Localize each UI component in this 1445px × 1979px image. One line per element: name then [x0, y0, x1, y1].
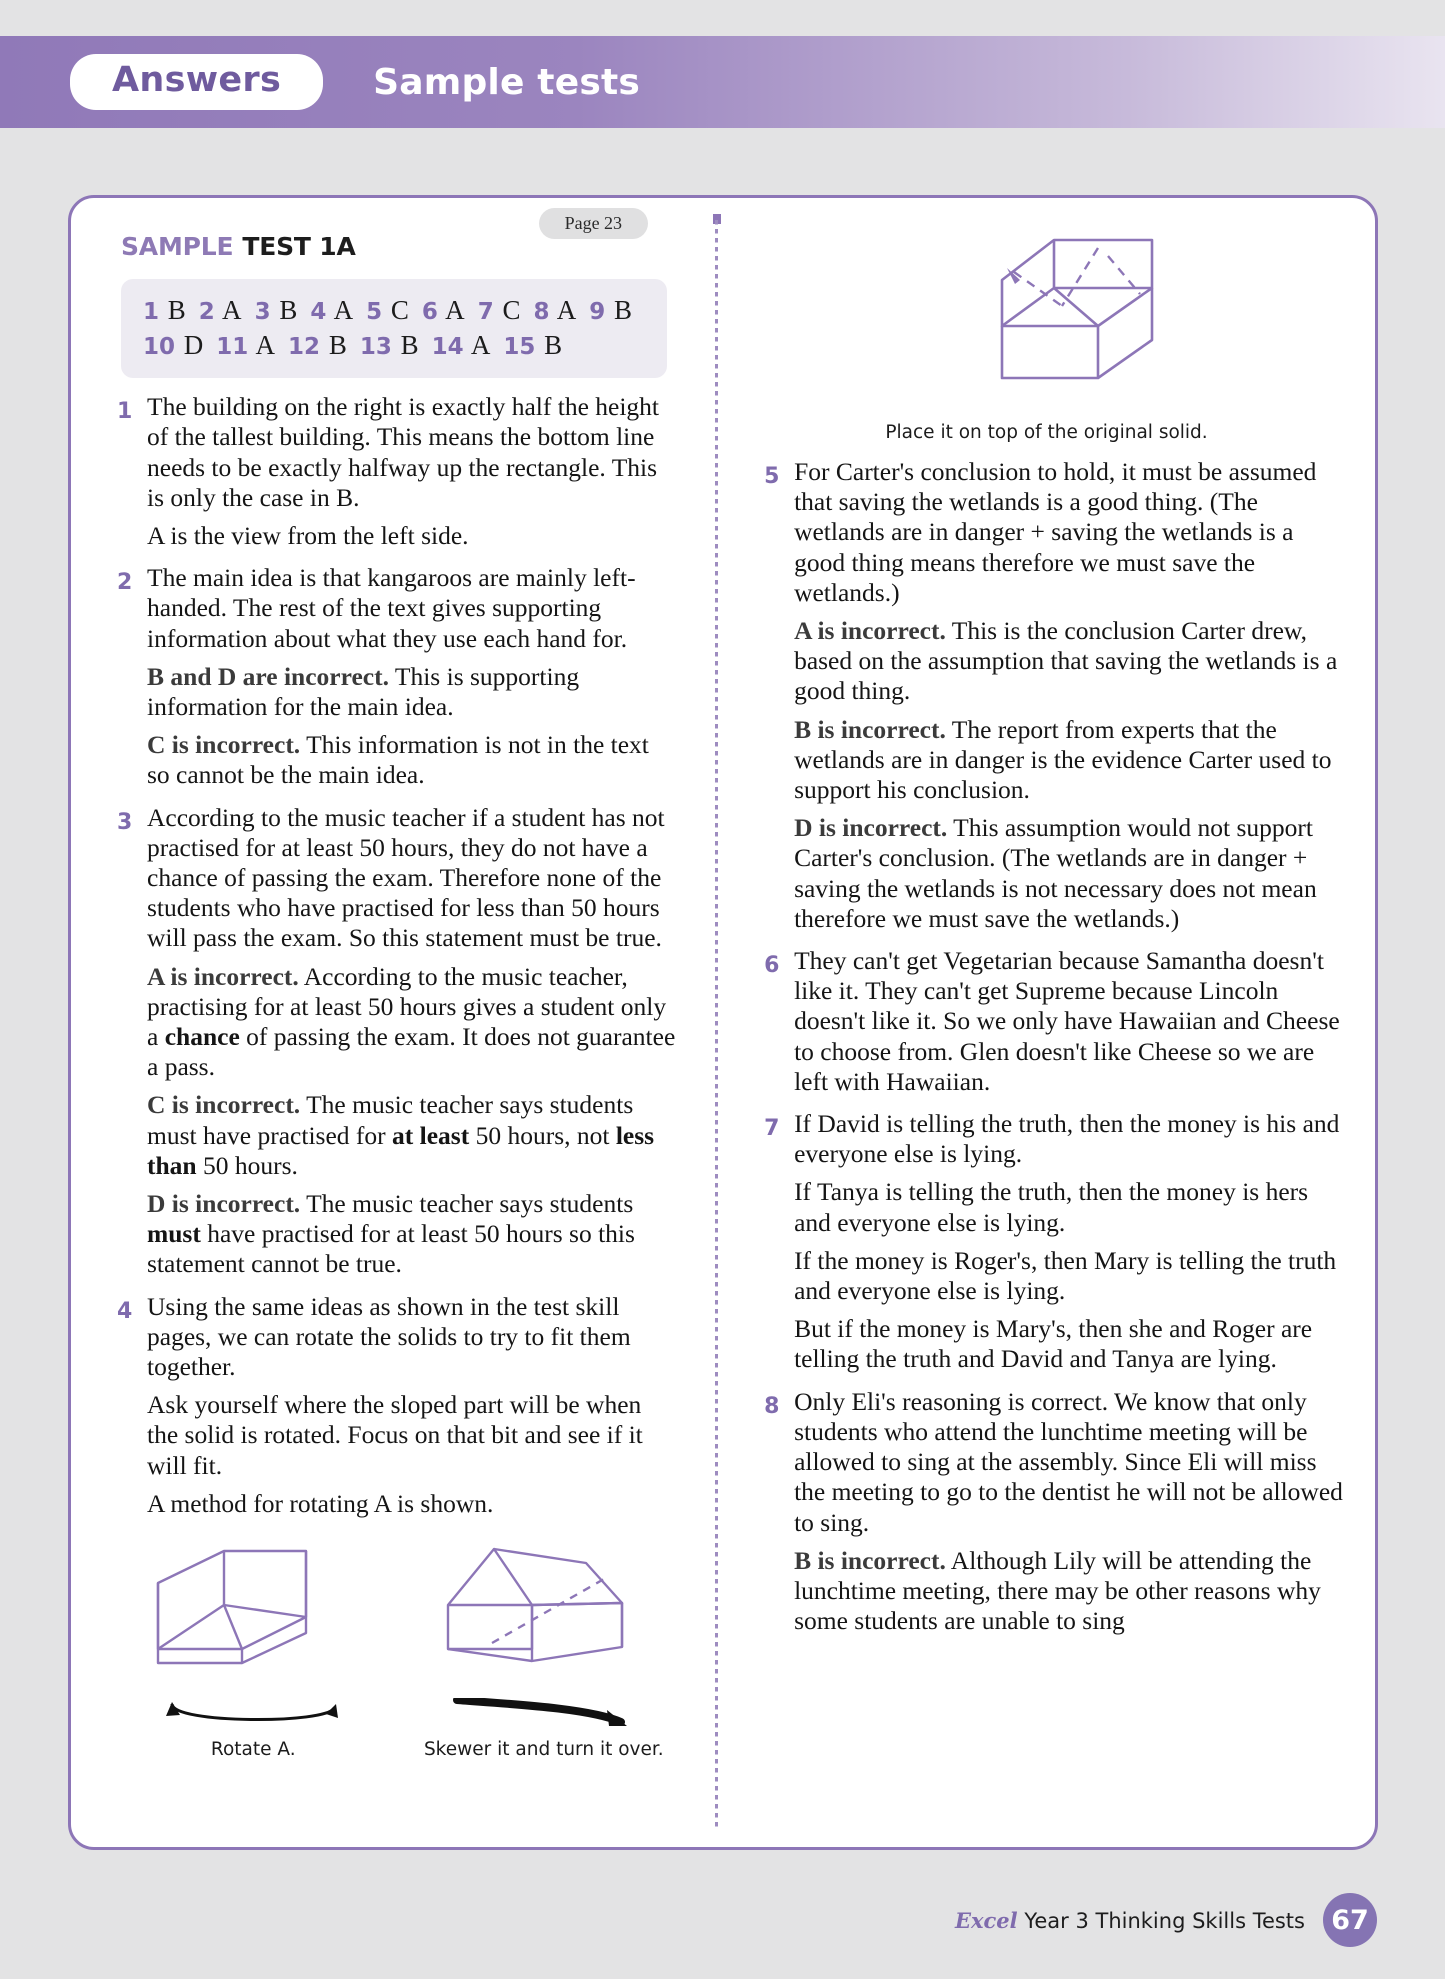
answer-key-question-number: 2	[198, 299, 215, 325]
answer-item	[101, 392, 676, 561]
answer-key-box	[121, 279, 667, 378]
answer-item	[101, 803, 676, 1290]
distractor-lead: A is incorrect.	[147, 961, 299, 991]
answer-key-letter: A	[250, 329, 276, 360]
emphasis-word: must	[147, 1219, 201, 1249]
answer-key-question-number: 5	[366, 299, 383, 325]
answer-item-number: 6	[764, 953, 780, 979]
answer-paragraph	[147, 1090, 676, 1181]
page-reference-badge: Page 23	[539, 208, 649, 239]
distractor-text: This is the conclusion Carter drew, based on the assumption that saving the wetlands is a good thing.	[794, 616, 1338, 706]
distractor-text: This assumption would not support Carter's conclusion. (The wetlands are in danger + saving the wetlands is not necessary does not mean therefore we must save the wetlands.)	[794, 813, 1317, 933]
answer-item	[101, 563, 676, 800]
header-inner	[0, 36, 1445, 128]
answer-key-row-2	[143, 328, 647, 363]
emphasis-word: less than	[147, 1120, 655, 1180]
answer-item-body	[794, 946, 1345, 1107]
page-card	[68, 195, 1378, 1850]
answer-item-number: 1	[117, 399, 133, 425]
answer-key-letter: B	[272, 295, 298, 325]
rotation-figures-row	[121, 1543, 676, 1760]
answer-paragraph	[794, 1546, 1345, 1637]
top-figure-cell	[748, 228, 1345, 443]
footer-brand: Excel	[954, 1907, 1018, 1933]
answer-item	[101, 1292, 676, 1529]
answer-paragraph: If David is telling the truth, then the money is his and everyone else is lying.	[794, 1109, 1340, 1169]
answer-key-question-number: 3	[254, 299, 271, 325]
distractor-text: 50 hours, not	[469, 1120, 616, 1150]
answer-item-number: 5	[764, 464, 780, 489]
answer-key-question-number: 11	[216, 333, 249, 360]
answer-paragraph: But if the money is Mary's, then she and Roger are telling the truth and David and Tanya are lying.	[794, 1314, 1313, 1374]
answer-item-body	[794, 457, 1345, 944]
right-column	[706, 198, 1375, 1847]
answer-paragraph: A method for rotating A is shown.	[147, 1488, 494, 1518]
footer-title-text: Year 3 Thinking Skills Tests	[1017, 1908, 1305, 1933]
distractor-lead: C is incorrect.	[147, 730, 301, 760]
answer-paragraph: They can't get Vegetarian because Samantha doesn't like it. They can't get Supreme because Lincoln doesn't like it. So we only have Hawaiian and Cheese to choose from. Glen doesn't like Cheese so we are left with Hawaiian.	[794, 946, 1340, 1096]
distractor-text: The music teacher says students must have practised for	[147, 1090, 634, 1150]
answer-item-body	[147, 563, 676, 800]
answer-item-body	[147, 392, 676, 561]
left-column	[71, 198, 706, 1847]
skewer-figure-cell	[412, 1543, 677, 1760]
answer-key-question-number: 15	[503, 333, 536, 360]
answer-key-letter: C	[495, 295, 521, 325]
answer-key-question-number: 1	[143, 299, 160, 325]
left-answer-items	[101, 392, 676, 1529]
distractor-lead: B is incorrect.	[794, 1545, 946, 1575]
answer-key-row-1	[143, 293, 647, 328]
answer-paragraph: According to the music teacher if a student has not practised for at least 50 hours, they do not have a chance of passing the exam. Therefore none of the students who have practised for less than 50 hours will pass the exam. So this statement must be true.	[147, 802, 665, 953]
distractor-text: This information is not in the text so cannot be the main idea.	[147, 730, 649, 790]
right-answer-items	[748, 457, 1345, 1646]
emphasis-word: chance	[164, 1021, 240, 1051]
answer-paragraph: If Tanya is telling the truth, then the money is hers and everyone else is lying.	[794, 1177, 1309, 1237]
answer-paragraph: Using the same ideas as shown in the test skill pages, we can rotate the solids to try to fit them together.	[147, 1291, 631, 1381]
answer-paragraph	[147, 662, 676, 722]
answer-key-letter: A	[551, 295, 577, 325]
answer-paragraph	[794, 813, 1345, 934]
answer-key-letter: D	[177, 329, 204, 360]
distractor-text: Although Lily will be attending the lunchtime meeting, there may be other reasons why some students are unable to sing	[794, 1545, 1321, 1636]
answer-paragraph	[794, 616, 1345, 707]
top-figure-caption: Place it on top of the original solid.	[885, 422, 1208, 443]
rotate-arrow-icon	[158, 1698, 348, 1730]
distractor-lead: B is incorrect.	[794, 714, 946, 744]
distractor-text: have practised for at least 50 hours so this statement cannot be true.	[147, 1219, 635, 1279]
answer-item	[748, 1109, 1345, 1385]
answer-item-body	[147, 1292, 676, 1529]
distractor-lead: C is incorrect.	[147, 1090, 301, 1120]
distractor-text: This is supporting information for the main idea.	[147, 661, 580, 721]
answer-paragraph: If the money is Roger's, then Mary is telling the truth and everyone else is lying.	[794, 1245, 1337, 1306]
answer-key-question-number: 9	[589, 299, 606, 325]
distractor-lead: B and D are incorrect.	[147, 661, 389, 691]
rotate-figure-cell	[121, 1543, 386, 1760]
columns-wrapper	[71, 198, 1375, 1847]
answer-key-letter: B	[393, 329, 419, 360]
answer-key-question-number: 14	[431, 333, 464, 360]
answer-item	[748, 1387, 1345, 1647]
answer-key-letter: A	[328, 295, 354, 325]
answer-item	[748, 946, 1345, 1107]
answer-paragraph: Only Eli's reasoning is correct. We know that only students who attend the lunchtime meeting will be allowed to sing at the assembly. Since Eli will miss the meeting to go to the dentist he will not be allowed to sing.	[794, 1386, 1343, 1537]
section-heading-main: TEST 1A	[242, 232, 356, 261]
page-number-badge: 67	[1323, 1893, 1377, 1947]
answer-paragraph: Ask yourself where the sloped part will be when the solid is rotated. Focus on that bit and see if it will fit.	[147, 1390, 643, 1480]
answer-key-letter: A	[439, 295, 465, 325]
answer-key-letter: B	[322, 329, 347, 360]
skewer-figure-caption: Skewer it and turn it over.	[423, 1739, 664, 1760]
distractor-text: According to the music teacher, practising for at least 50 hours gives a student only a	[147, 961, 667, 1051]
answer-paragraph: For Carter's conclusion to hold, it must be assumed that saving the wetlands is a good thing. (The wetlands are in danger + saving the wetlands is a good thing means therefore we must save the wetlands.)	[794, 457, 1317, 607]
answer-item-body	[794, 1387, 1345, 1647]
solid-a-rotated-diagram	[436, 1543, 651, 1693]
answer-key-question-number: 12	[288, 333, 321, 360]
footer-book-title	[955, 1908, 1305, 1933]
distractor-lead: D is incorrect.	[147, 1188, 301, 1218]
answer-key-letter: B	[607, 295, 633, 325]
answer-paragraph	[147, 730, 676, 790]
answer-item-number: 8	[764, 1393, 780, 1419]
answer-key-letter: A	[216, 295, 242, 325]
page-footer	[955, 1893, 1377, 1947]
section-heading-prefix: SAMPLE	[121, 232, 234, 261]
answer-item	[748, 457, 1345, 944]
distractor-lead: A is incorrect.	[794, 616, 946, 646]
page-header-band	[0, 36, 1445, 128]
answer-paragraph: The building on the right is exactly half the height of the tallest building. This means the bottom line needs to be exactly halfway up the rectangle. This is only the case in B.	[147, 392, 660, 512]
answer-item-body	[147, 803, 676, 1290]
answer-key-question-number: 4	[310, 299, 327, 325]
answer-key-question-number: 6	[421, 299, 438, 325]
answer-item-body	[794, 1109, 1345, 1385]
answer-key-letter: B	[537, 329, 563, 360]
distractor-text: The report from experts that the wetlands are in danger is the evidence Carter used to support his conclusion.	[794, 714, 1332, 805]
answer-paragraph	[147, 1189, 676, 1280]
distractor-lead: D is incorrect.	[794, 813, 948, 843]
answer-item-number: 7	[764, 1116, 780, 1142]
answer-key-letter: B	[161, 295, 186, 325]
answer-item-number: 2	[117, 570, 133, 596]
answer-item-number: 4	[117, 1298, 133, 1324]
turn-over-arrow-icon	[449, 1698, 639, 1730]
answer-key-question-number: 10	[143, 333, 176, 360]
distractor-text: The music teacher says students	[300, 1188, 634, 1218]
answer-key-question-number: 7	[477, 299, 494, 325]
answers-pill: Answers	[70, 54, 323, 110]
answer-paragraph: A is the view from the left side.	[147, 520, 469, 550]
answer-item-number: 3	[117, 809, 133, 835]
answer-paragraph: The main idea is that kangaroos are mainly left-handed. The rest of the text gives supporting information about what they use each hand for.	[147, 563, 636, 653]
answer-key-letter: A	[465, 329, 491, 360]
answer-key-question-number: 13	[359, 333, 392, 360]
emphasis-word: at least	[392, 1120, 470, 1150]
header-title: Sample tests	[373, 61, 640, 103]
answer-key-letter: C	[384, 295, 409, 325]
answer-paragraph	[794, 715, 1345, 806]
solid-a-diagram	[146, 1543, 361, 1693]
stacked-solid-diagram	[902, 228, 1192, 413]
distractor-text: of passing the exam. It does not guarantee a pass.	[147, 1021, 676, 1082]
answer-paragraph	[147, 962, 676, 1083]
rotate-figure-caption: Rotate A.	[210, 1739, 296, 1760]
answer-key-question-number: 8	[533, 299, 550, 325]
distractor-text: 50 hours.	[196, 1150, 298, 1180]
